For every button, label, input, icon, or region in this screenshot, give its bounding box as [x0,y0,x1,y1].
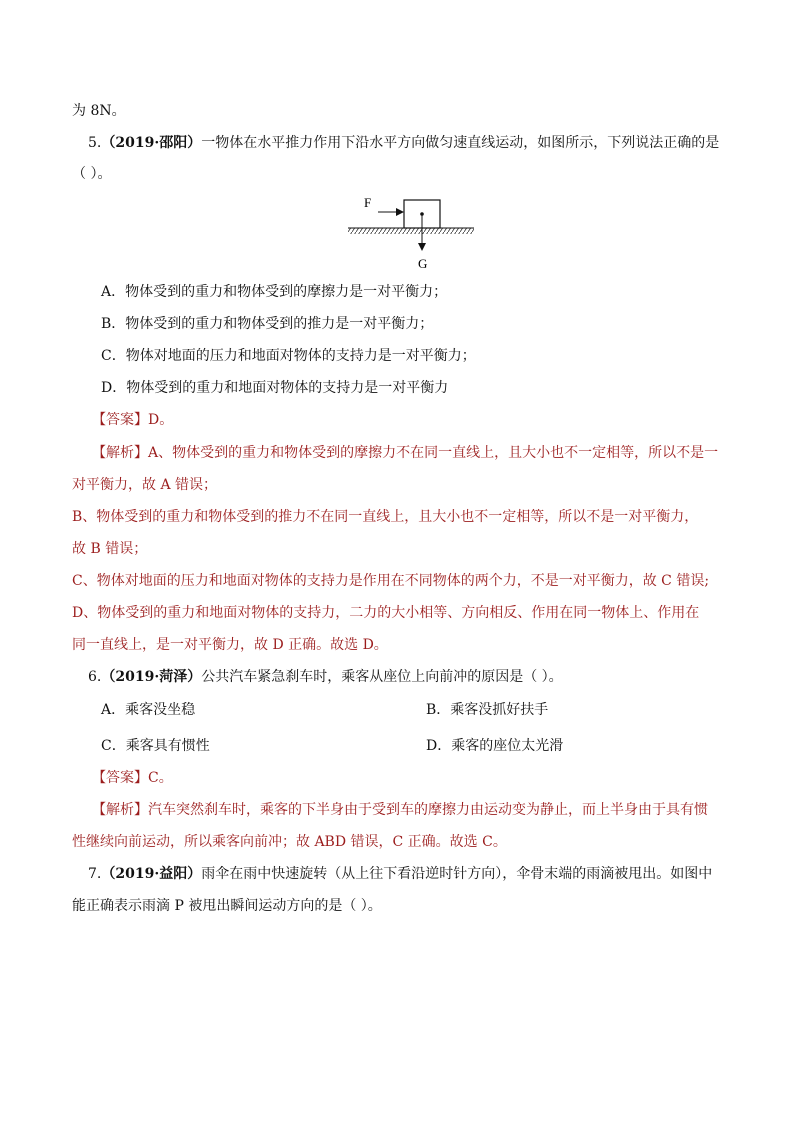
q5-analysis-line5: C、物体对地面的压力和地面对物体的支持力是作用在不同物体的两个力，不是一对平衡力，故 C 错误; [72,573,710,589]
q6-option-b: B．乘客没抓好扶手 [426,702,549,718]
q6-analysis-text: 汽车突然刹车时，乘客的下半身由于受到车的摩擦力由运动变为静止，而上半身由于具有惯 [148,802,708,818]
q6-answer-tag: 【答案】 [92,770,148,786]
q7-number: 7. [88,866,102,882]
q6-option-a: A．乘客没坐稳 [101,702,196,718]
q5-answer-value: D。 [148,412,174,428]
q6-analysis-tag: 【解析】 [92,802,148,818]
gravity-g-label: G [418,256,428,270]
q5-source: （2019·邵阳） [101,135,202,151]
q6-stem [88,667,722,687]
q5-stem-line2: （ ）。 [72,166,112,182]
intro-line: 为 8N。 [72,103,126,119]
q6-answer [92,768,722,788]
q5-force-figure [340,190,480,270]
q5-analysis-line2: 对平衡力，故 A 错误； [72,477,218,493]
q6-answer-value: C。 [148,770,173,786]
q5-analysis-line7: 同一直线上，是一对平衡力，故 D 正确。故选 D。 [72,637,388,653]
q5-number: 5. [88,135,102,151]
q7-stem-text: 雨伞在雨中快速旋转（从上往下看沿逆时针方向），伞骨末端的雨滴被甩出。如图中 [201,866,713,882]
q5-stem-line1 [88,133,722,153]
q7-stem-line2: 能正确表示雨滴 P 被甩出瞬间运动方向的是（ ）。 [72,898,382,914]
q5-stem-text: 一物体在水平推力作用下沿水平方向做匀速直线运动，如图所示，下列说法正确的是 [201,135,720,151]
q5-analysis-text: A、物体受到的重力和物体受到的摩擦力不在同一直线上，且大小也不一定相等，所以不是一 [148,445,719,461]
q5-option-a: A．物体受到的重力和物体受到的摩擦力是一对平衡力； [101,284,448,300]
force-f-label: F [364,195,372,210]
q5-option-d: D．物体受到的重力和地面对物体的支持力是一对平衡力 [101,380,449,396]
q5-analysis-line4: 故 B 错误； [72,541,148,557]
ground-hatching [348,228,474,234]
q5-option-c: C．物体对地面的压力和地面对物体的支持力是一对平衡力； [101,348,476,364]
q5-answer-tag: 【答案】 [92,412,148,428]
q5-analysis-line1 [92,443,722,463]
q5-analysis-line6: D、物体受到的重力和地面对物体的支持力，二力的大小相等、方向相反、作用在同一物体上、作用在 [72,605,700,621]
q5-analysis-tag: 【解析】 [92,445,148,461]
q6-option-d: D．乘客的座位太光滑 [426,738,564,754]
q6-analysis-line2: 性继续向前运动，所以乘客向前冲；故 ABD 错误，C 正确。故选 C。 [72,834,507,850]
q7-stem-line1 [88,864,722,884]
q6-source: （2019·菏泽） [101,669,202,685]
q6-analysis-line1 [92,800,722,820]
q6-stem-text: 公共汽车紧急刹车时，乘客从座位上向前冲的原因是（ ）。 [201,669,563,685]
q6-number: 6. [88,669,102,685]
q6-option-c: C．乘客具有惯性 [101,738,210,754]
q7-source: （2019·益阳） [101,866,202,882]
q5-answer [92,410,722,430]
q5-analysis-line3: B、物体受到的重力和物体受到的推力不在同一直线上，且大小也不一定相等，所以不是一对平衡力， [72,509,699,525]
q5-option-b: B．物体受到的重力和物体受到的推力是一对平衡力； [101,316,434,332]
